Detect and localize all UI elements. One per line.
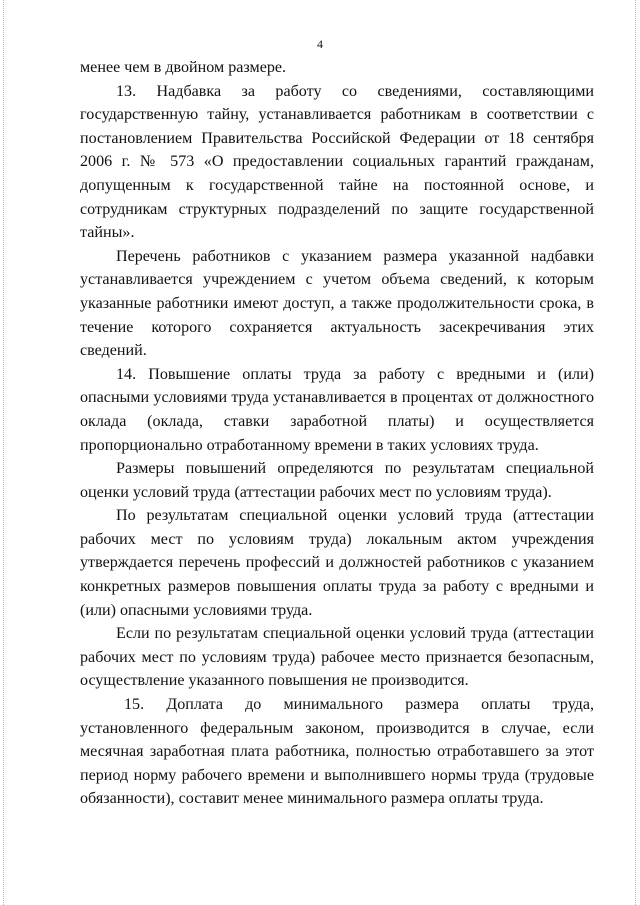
paragraph-continuation: менее чем в двойном размере. <box>80 59 287 76</box>
paragraph-item-14-safe: Если по результатам специальной оценки условий труда (аттестации рабочих мест по условиям труда) рабочее место признается безопасным, осуществление указанного повышения не производится. <box>80 625 594 690</box>
document-body <box>80 56 594 811</box>
paragraph-item-14-sizes: Размеры повышений определяются по результатам специальной оценки условий труда (аттестации рабочих мест по условиям труда). <box>80 460 594 501</box>
paragraph-item-15: 15. Доплата до минимального размера оплаты труда, установленного федеральным законом, производится в случае, если месячная заработная плата работника, полностью отработавшего за этот период норму рабочего времени и выполнившего нормы труда (трудовые обязанности), составит менее минимального размера оплаты труда. <box>80 696 594 808</box>
page-number: 4 <box>317 37 323 51</box>
paragraph-item-14: 14. Повышение оплаты труда за работу с вредными и (или) опасными условиями труда устанавливается в процентах от должностного оклада (оклада, ставки заработной платы) и осуществляется пропорционально отработанному времени в таких условиях труда. <box>80 365 594 454</box>
paragraph-item-13: 13. Надбавка за работу со сведениями, составляющими государственную тайну, устанавливается работникам в соответствии с постановлением Правительства Российской Федерации от 18 сентября 2006 г. № 573 «О предоставлении социальных гарантий гражданам, допущенным к государственной тайне на постоянной основе, и сотрудникам структурных подразделений по защите государственной тайны». <box>80 82 594 242</box>
scan-edge-right <box>635 0 637 905</box>
paragraph-item-14-local-act: По результатам специальной оценки условий труда (аттестации рабочих мест по условиям труда) локальным актом учреждения утверждается перечень профессий и должностей работников с указанием конкретных размеров повышения оплаты труда за работу с вредными и (или) опасными условиями труда. <box>80 507 594 619</box>
paragraph-item-13-list: Перечень работников с указанием размера указанной надбавки устанавливается учреждением с учетом объема сведений, к которым указанные работники имеют доступ, а также продолжительности срока, в течение которого сохраняется актуальность засекречивания этих сведений. <box>80 247 594 360</box>
scan-edge-left <box>3 0 5 905</box>
